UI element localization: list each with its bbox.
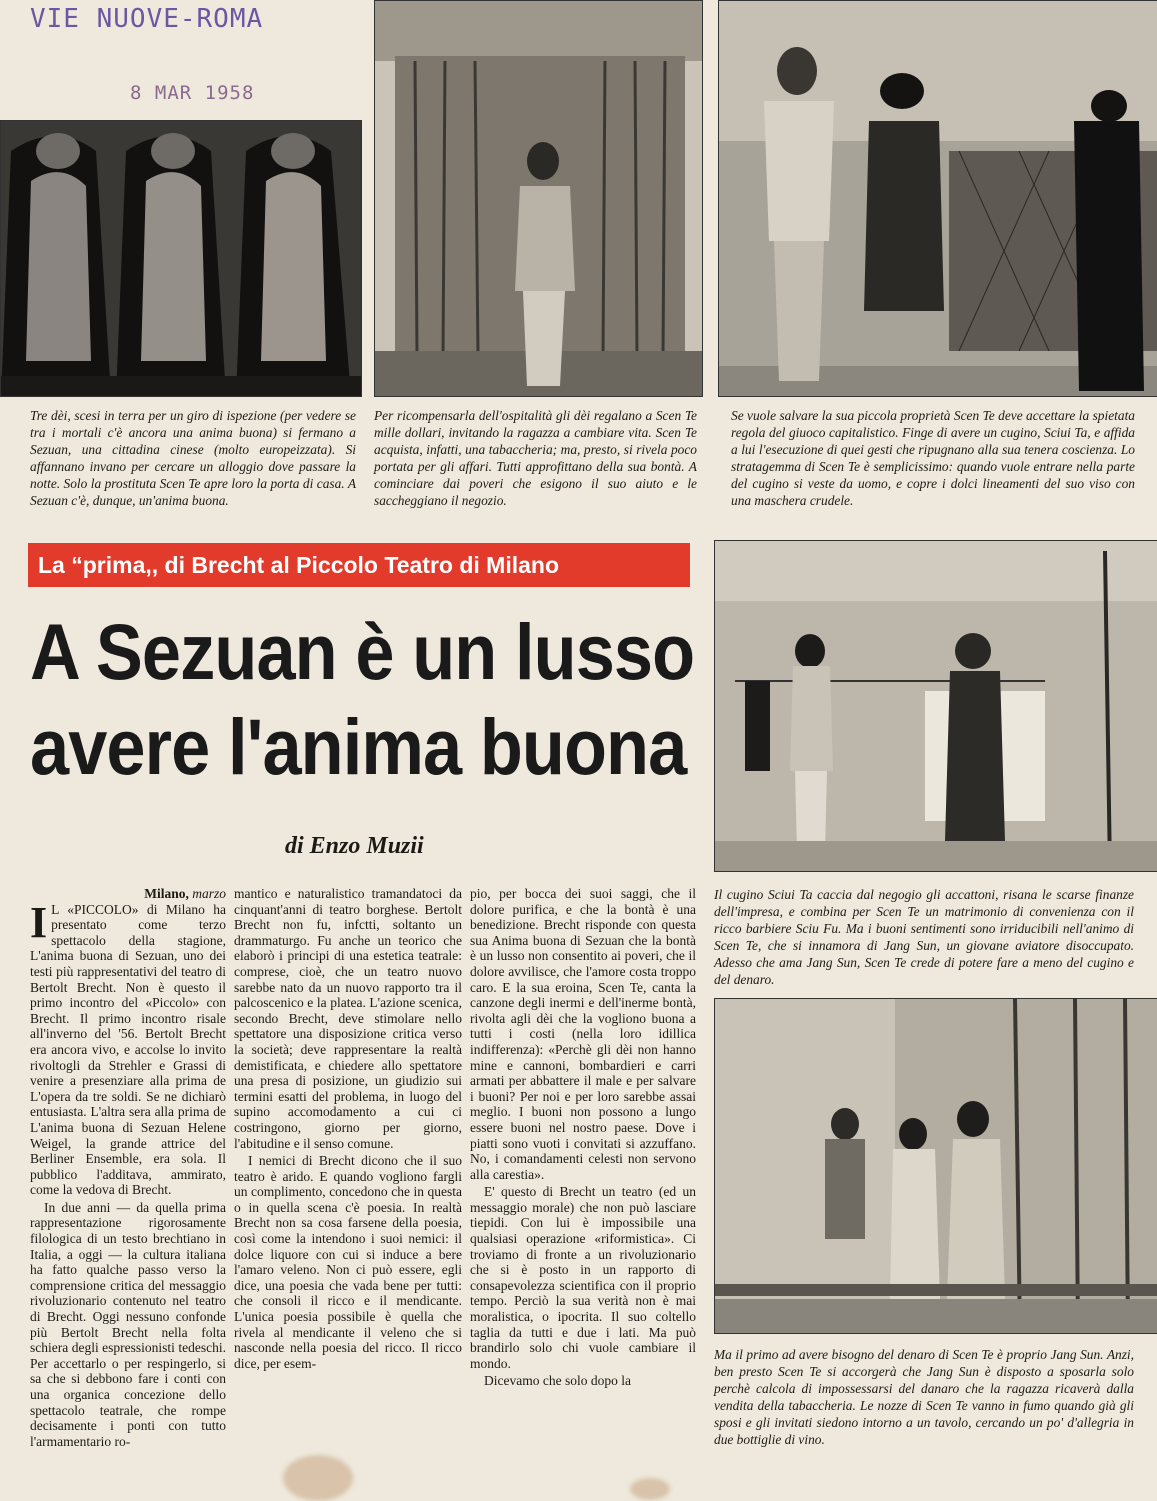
paragraph: Dicevamo che solo dopo la <box>484 1373 631 1389</box>
caption-photo-1: Tre dèi, scesi in terra per un giro di ispezione (per vedere se tra i mortali c'è ancora una anima buona) si fermano a Sezuan, una cittadina cinese (molto europeizzata). Si affannano invano per cercare un alloggio dove passare la notte. Solo la prostituta Scen Te apre loro la porta di casa. A Sezuan c'è, dunque, un'anima buona. <box>30 408 356 508</box>
paragraph: mantico e naturalistico tramandatoci da cinquant'anni di teatro borghese. Bertolt Brecht non fu, infctti, soltanto un drammaturgo. Fu anche un teorico che elaborò i principi di una estetica teatrale: comprese, cioè, che un teatro nuovo sarebbe nato da un nuovo rapporto tra il palcoscenico e la platea. L'azione scenica, secondo Brecht, deve stimolare nello spettatore una disposizione critica verso la società; deve rappresentare la realtà demistificata, e chiedere allo spettatore una presa di posizione, un giudizio sui termini esatti del problema, in luogo del supino accomodamento a cui ci costringono, giorno per giorno, l'abitudine e il senso comune. <box>234 886 462 1151</box>
photo-scen-te-shack <box>374 0 703 397</box>
paragraph: E' questo di Brecht un teatro (ed un messaggio morale) che non può lasciare tiepidi. Con lui è impossibile una qualsiasi operazione «riformistica». Ci troviamo di fronte a un rivoluzionario che si è posto in un rapporto di consapevolezza scientifica con il proprio tempo. Perciò la sua verità non è mai moralistica, o ipocrita. Il suo coltello taglia da tutti e due i lati. Ma può brandirlo solo chi vuole cambiare il mondo. <box>470 1184 696 1371</box>
paragraph: In due anni — da quella prima rappresentazione rigorosamente filologica di un testo brechtiano in Italia, a oggi — la cultura italiana ha fatto qualche passo verso la comprensione critica del messaggio rivoluzionario contenuto nel teatro di Brecht. Oggi nessuno confonde più Bertolt Brecht nella folta schiera degli espressionisti tedeschi. Per accettarlo o per respingerlo, si sa che si debbono fare i conti con una organica concezione dello spettacolo teatrale, che rompe decisamente i ponti con tutto l'armamentario ro- <box>30 1199 226 1449</box>
caption-photo-4: Il cugino Sciui Ta caccia dal negogio gli accattoni, risana le scarse finanze dell'impresa, e combina per Scen Te un matrimonio di convenienza con il ricco barbiere Sciu Fu. Ma i buoni sentimenti sono irriducibili nell'animo di Scen Te, che si innamora di Jang Sun, un giovane aviatore disoccupato. Adesso che ama Jang Sun, Scen Te crede di potere fare a meno del cugino e del denaro. <box>714 887 1134 987</box>
headline-line-1: A Sezuan è un lusso <box>30 607 695 696</box>
kicker-banner: La “prima,, di Brecht al Piccolo Teatro di Milano <box>28 543 690 587</box>
dateline-month: marzo <box>192 886 226 901</box>
article-column-3 <box>470 886 696 1391</box>
caption-photo-5: Ma il primo ad avere bisogno del denaro di Scen Te è proprio Jang Sun. Anzi, ben presto Scen Te si accorgerà che Jang Sun è disposto a sposarla solo perchè calcola di impossessarsi del danaro che la ragazza ricaverà dalla vendita della tabaccheria. Le nozze di Scen Te vanno in fumo quando già gli sposi e gli invitati siedono intorno a un tavolo, cercando un po' d'allegria in due bottiglie di vino. <box>714 1347 1134 1447</box>
article-column-1 <box>30 886 226 1451</box>
caption-photo-3: Se vuole salvare la sua piccola proprietà Scen Te deve accettare la spietata regola del giuoco capitalistico. Finge di avere un cugino, Sciui Ta, e affida a lui l'esecuzione di quei gesti che ripugnano alla sua tenera coscienza. Lo stratagemma di Scen Te è semplicissimo: quando vuole entrare nella parte del cugino si veste da uomo, e copre i dolci lineamenti del suo viso con una maschera crudele. <box>731 408 1135 508</box>
caption-photo-2: Per ricompensarla dell'ospitalità gli dèi regalano a Scen Te mille dollari, invitando la ragazza a cambiare vita. Scen Te acquista, infatti, una tabaccheria; ma, presto, si rivela poco portata per gli affari. Tutti approfittano della sua bontà. A cominciare dai poveri che esigono il suo aiuto e le saccheggiano il negozio. <box>374 408 697 508</box>
article-column-2 <box>234 886 462 1373</box>
date-stamp: 8 MAR 1958 <box>130 82 255 104</box>
paper-stain <box>630 1478 670 1500</box>
dateline-place: Milano, <box>144 886 189 901</box>
publication-stamp: VIE NUOVE-ROMA <box>30 4 264 34</box>
paragraph: I nemici di Brecht dicono che il suo teatro è arido. E quando vogliono fargli un complimento, concedono che in questa o in quella scena c'è poesia. In realtà Brecht non sa cosa farsene della poesia, così come la intendono i suoi nemici: il dolce liquore con cui si induce a bere l'amaro veleno. Non ci può essere, egli dice, una poesia che vada bene per tutti: che consoli il ricco e il mendicante. L'unica poesia possibile è quella che rivela al mendicante il veleno che si nasconde nella poesia del ricco. Il ricco dice, per esem- <box>234 1153 462 1371</box>
dropcap: I <box>30 897 48 947</box>
headline-line-2: avere l'anima buona <box>30 702 687 791</box>
photo-cousin-on-stage <box>718 0 1157 397</box>
paragraph: pio, per bocca dei suoi saggi, che il dolore purifica, e che la bontà è una benedizione. Brecht risponde con questa sua Anima buona di Sezuan che la bontà è un lusso non consentito ai poveri, che il dolore avvilisce, che l'amore costa troppo caro. E la sua eroina, Scen Te, canta la canzone degli inermi e dell'inerme bontà, rivolta agli dèi che la vogliono buona a tutti i costi (nella loro idillica indifferenza): «Perchè gli dèi non hanno mine e cannoni, bombardieri e carri armati per abbattere il male e per salvare i buoni? Per noi e per loro sarebbe assai meglio. I buoni non possono a lungo essere buoni nel nostro paese. Dove i piatti sono vuoti i convitati si azzuffano. No, i comandamenti celesti non servono alla carestia». <box>470 886 696 1182</box>
photo-three-gods <box>0 120 362 397</box>
paper-stain <box>283 1455 353 1501</box>
paragraph: I L «PICCOLO» di Milano ha presentato come terzo spettacolo della stagione, L'anima buona di Sezuan, uno dei testi più rappresentativi del teatro di Bertolt Brecht. Non è questo il primo incontro del «Piccolo» con Brecht. Il primo incontro risale all'inverno del '56. Bertolt Brecht era ancora vivo, e accolse lo invito rivoltogli da Strehler e Grassi di venire a presenziare alla prima de L'opera da tre soldi. Se ne dichiarò entusiasta. L'altra sera alla prima de L'anima buona di Sezuan Helene Weigel, la grande attrice del Berliner Ensemble, era sola. Il pubblico l'additava, ammirato, come la vedova di Brecht. <box>30 897 226 1198</box>
byline: di Enzo Muzii <box>285 833 424 859</box>
dateline <box>30 886 226 902</box>
photo-laundry-scene <box>714 540 1157 872</box>
photo-wedding-scene <box>714 998 1157 1334</box>
